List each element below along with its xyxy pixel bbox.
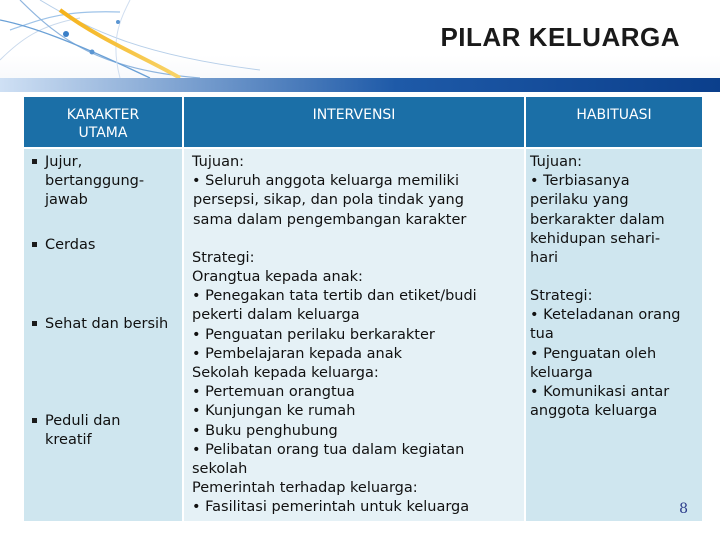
column-header-intervensi-label: INTERVENSI	[312, 107, 396, 123]
karakter-item-text: Peduli dan kreatif	[45, 413, 121, 448]
page-number: 8	[679, 501, 688, 517]
intervensi-line: pekerti dalam keluarga	[192, 307, 360, 324]
intervensi-line: • Pelibatan orang tua dalam kegiatan	[192, 441, 465, 458]
column-header-habituasi-label: HABITUASI	[576, 107, 652, 123]
intervensi-line: persepsi, sikap, dan pola tindak yang	[193, 192, 464, 209]
habituasi-cell	[526, 149, 702, 521]
intervensi-line: • Buku penghubung	[192, 422, 338, 439]
list-item	[32, 315, 192, 334]
habituasi-tujuan-text	[530, 153, 665, 268]
karakter-cell	[24, 149, 182, 521]
intervensi-line: Tujuan:	[192, 154, 245, 170]
intervensi-line: • Fasilitasi pemerintah untuk keluarga	[192, 499, 470, 516]
habituasi-line: kehidupan sehari-	[530, 230, 661, 247]
habituasi-line: keluarga	[530, 364, 593, 381]
karakter-item-text: Jujur, bertanggung-jawab	[45, 154, 145, 208]
list-item	[32, 412, 182, 450]
slide-header	[0, 0, 720, 92]
bullet-square-icon	[32, 418, 37, 423]
pillar-table	[24, 97, 702, 521]
habituasi-line: • Komunikasi antar	[530, 384, 670, 401]
intervensi-line	[192, 230, 477, 249]
habituasi-strategi-text	[530, 287, 680, 421]
karakter-item-text: Cerdas	[45, 237, 96, 253]
intervensi-cell	[184, 149, 524, 521]
intervensi-line: • Pertemuan orangtua	[192, 384, 355, 401]
intervensi-line: • Penguatan perilaku berkarakter	[192, 326, 435, 343]
habituasi-line: tua	[530, 326, 554, 343]
column-header-intervensi	[184, 97, 524, 147]
habituasi-line: hari	[530, 250, 559, 267]
habituasi-line: • Terbiasanya	[530, 173, 630, 190]
list-item	[32, 236, 182, 255]
intervensi-line: Orangtua kepada anak:	[192, 269, 363, 286]
bullet-square-icon	[32, 242, 37, 247]
intervensi-line: • Kunjungan ke rumah	[192, 403, 356, 420]
intervensi-text	[192, 153, 477, 518]
intervensi-line: Sekolah kepada keluarga:	[192, 365, 379, 382]
intervensi-line: sekolah	[192, 461, 248, 478]
habituasi-line: anggota keluarga	[530, 403, 658, 420]
habituasi-line: perilaku yang	[530, 192, 629, 209]
intervensi-line: Strategi:	[192, 249, 255, 266]
habituasi-line: • Keteladanan orang	[530, 307, 681, 324]
habituasi-line: Strategi:	[530, 288, 593, 304]
column-header-karakter	[24, 97, 182, 147]
column-header-habituasi	[526, 97, 702, 147]
list-item	[32, 153, 182, 210]
bullet-square-icon	[32, 159, 37, 164]
intervensi-line: Pemerintah terhadap keluarga:	[192, 480, 418, 497]
habituasi-line: • Penguatan oleh	[530, 345, 657, 362]
intervensi-line: • Penegakan tata tertib dan etiket/budi	[192, 288, 477, 305]
intervensi-line: • Pembelajaran kepada anak	[192, 345, 402, 362]
habituasi-line: berkarakter dalam	[530, 211, 665, 228]
column-header-karakter-label: KARAKTER UTAMA	[66, 107, 140, 141]
bullet-square-icon	[32, 321, 37, 326]
habituasi-line: Tujuan:	[530, 154, 583, 170]
header-gradient-bar	[0, 78, 720, 92]
intervensi-line: • Seluruh anggota keluarga memiliki	[192, 173, 459, 190]
intervensi-line: sama dalam pengembangan karakter	[193, 211, 467, 228]
slide-title: PILAR KELUARGA	[440, 22, 680, 52]
karakter-item-text: Sehat dan bersih	[45, 316, 169, 332]
